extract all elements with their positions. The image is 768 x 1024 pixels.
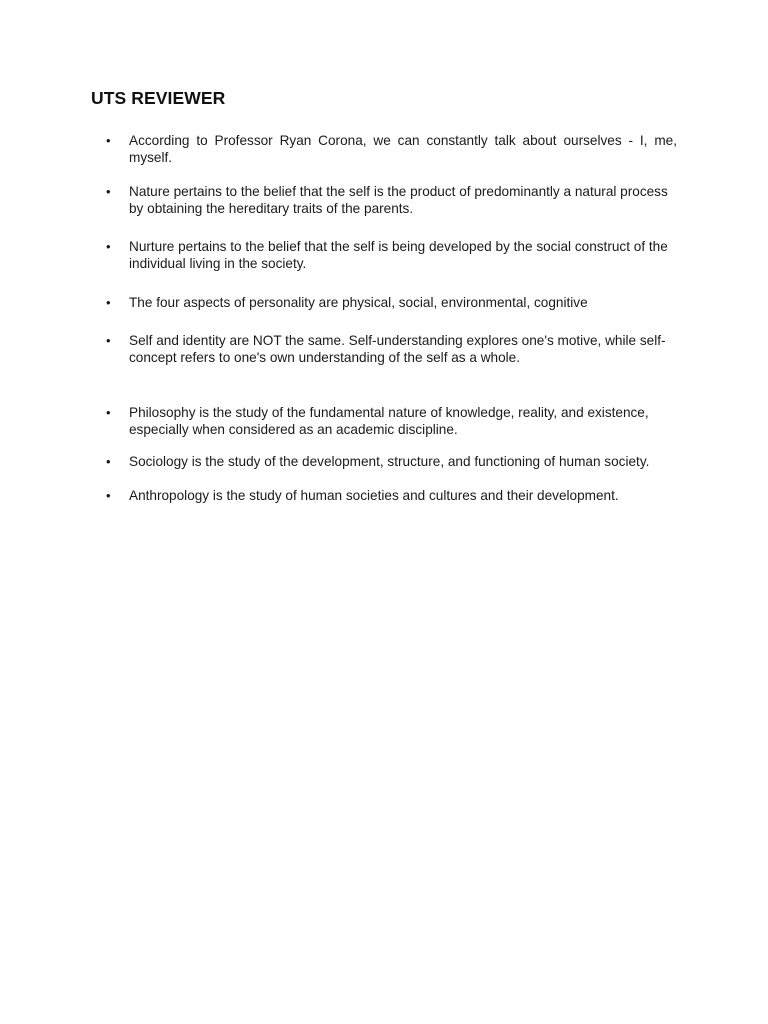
bullet-icon: •	[106, 488, 111, 503]
bullet-item-text: According to Professor Ryan Corona, we can constantly talk about ourselves - I, me, myself.	[129, 133, 677, 165]
bullet-item	[106, 453, 677, 470]
bullet-item-text: Philosophy is the study of the fundamental nature of knowledge, reality, and existence, especially when considered as an academic discipline.	[129, 405, 649, 437]
bullet-item-text: Nurture pertains to the belief that the self is being developed by the social construct of the individual living in the society.	[129, 239, 668, 271]
bullet-item	[106, 132, 677, 166]
bullet-icon: •	[106, 184, 111, 199]
document-title: UTS REVIEWER	[91, 88, 226, 108]
bullet-item-text: The four aspects of personality are physical, social, environmental, cognitive	[129, 295, 588, 310]
bullet-icon: •	[106, 333, 111, 348]
bullet-item	[106, 294, 677, 311]
bullet-item-text: Self and identity are NOT the same. Self-understanding explores one's motive, while self-concept refers to one's own understanding of the self as a whole.	[129, 333, 666, 365]
bullet-icon: •	[106, 405, 111, 420]
bullet-icon: •	[106, 133, 111, 148]
bullet-item	[106, 238, 677, 272]
bullet-icon: •	[106, 239, 111, 254]
bullet-item-text: Sociology is the study of the development, structure, and functioning of human society.	[129, 454, 650, 469]
bullet-icon: •	[106, 454, 111, 469]
bullet-item	[106, 404, 677, 438]
bullet-item-text: Nature pertains to the belief that the self is the product of predominantly a natural process by obtaining the hereditary traits of the parents.	[129, 184, 668, 216]
bullet-item	[106, 183, 677, 217]
bullet-item-text: Anthropology is the study of human societies and cultures and their development.	[129, 488, 619, 503]
bullet-icon: •	[106, 295, 111, 310]
bullet-item	[106, 332, 677, 366]
bullet-item	[106, 487, 677, 504]
